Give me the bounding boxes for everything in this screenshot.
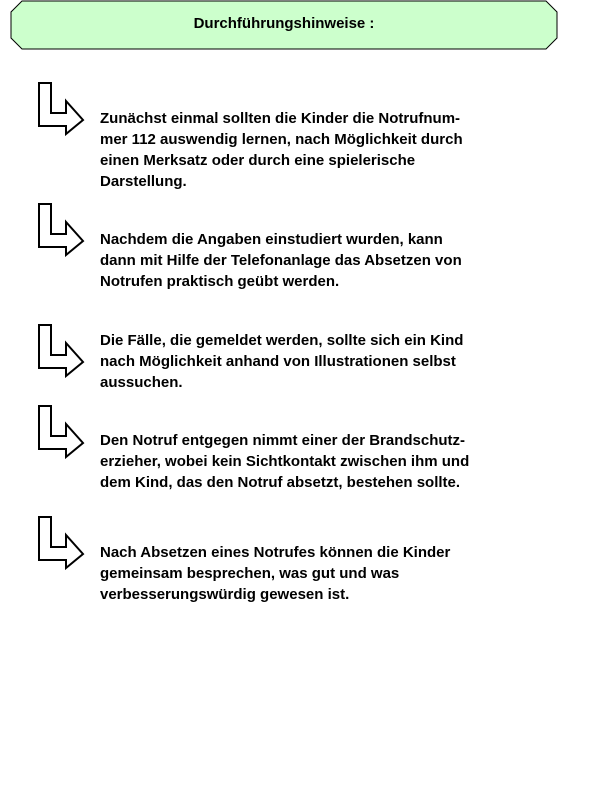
page-title: Durchführungshinweise : xyxy=(193,15,375,32)
hollow-right-turn-arrow-icon xyxy=(36,82,86,136)
hollow-right-turn-arrow-icon xyxy=(36,203,86,257)
hollow-right-turn-arrow-icon xyxy=(36,405,86,459)
instruction-text: Nachdem die Angaben einstudiert wurden, kann dann mit Hilfe der Telefonanlage das Absetzen von Notrufen praktisch geübt werden. xyxy=(100,231,462,290)
instruction-text: Den Notruf entgegen nimmt einer der Brandschutz- erzieher, wobei kein Sichtkontakt zwischen ihm und dem Kind, das den Notruf absetzt, bestehen sollte. xyxy=(100,432,470,491)
hollow-right-turn-arrow-icon xyxy=(36,324,86,378)
instruction-text: Die Fälle, die gemeldet werden, sollte sich ein Kind nach Möglichkeit anhand von Illustrationen selbst aussuchen. xyxy=(100,332,464,391)
hollow-right-turn-arrow-icon xyxy=(36,516,86,570)
instruction-text: Zunächst einmal sollten die Kinder die Notrufnum- mer 112 auswendig lernen, nach Möglichkeit durch einen Merksatz oder durch eine spielerische Darstellung. xyxy=(100,110,463,190)
instruction-text: Nach Absetzen eines Notrufes können die Kinder gemeinsam besprechen, was gut und was verbesserungswürdig gewesen ist. xyxy=(100,544,451,603)
header-banner xyxy=(10,0,558,50)
